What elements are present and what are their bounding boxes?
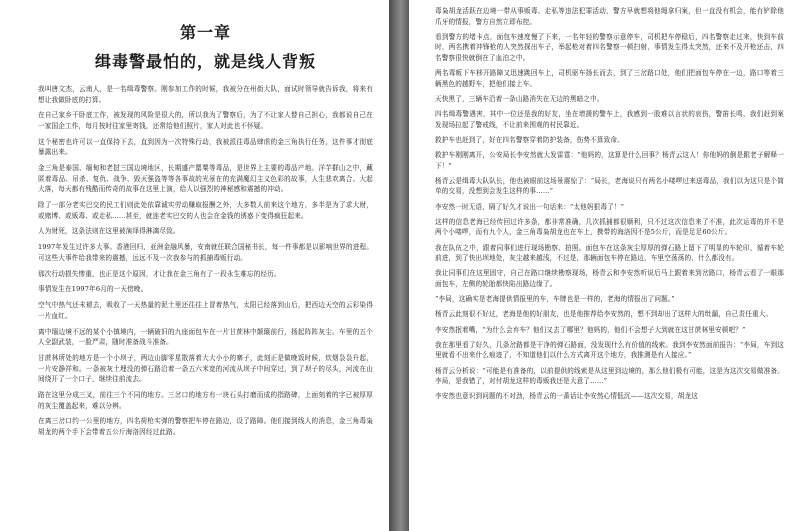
left-page [0,0,389,531]
paragraph: 杨青云此刻很不好过，老海是他的好朋友，也是他推荐给李安然的，想不到却出了这样大的纰漏，自己责任重大。 [435,310,773,319]
paragraph: 我叫唐文杰，云南人，是一名缉毒警察。刚参加工作的时候，我被分在州街大队，面试时领导就告诉我，将来有想让我做卧底的打算。 [38,85,373,104]
paragraph: 天快黑了，三辆车沿着一条山路消失在无边的黑暗之中。 [435,94,604,103]
paragraph: 在离三岔口约一公里的地方，四名荷枪实弹的警察把车停在路边，设了路障。他们接到线人的消息，金三角毒枭胡龙的两个手下会带着五公斤海洛因经过此路。 [38,417,373,436]
paragraph: 四名缉毒警遇害，其中一位还是我的好友，坐在增援的警车上，我感到一股难以言状的哀伤，警笛长鸣，我们赶到案发现场拉起了警戒线，不让前来围观的村民靠近。 [435,110,784,129]
paragraph: 我让同事们在这里固守，自己在路口继续勘察现场，杨青云和李安然听说后马上跟着来到岔路口，杨青云看了一眼那面包车，左侧的轮胎都快陷出路边缘了。 [435,269,784,288]
paragraph: 两名毒贩下车移开路障又迅速跳回车上，司机驱车扬长而去，到了三岔路口处，他们把面包车停在一边，路口等着三辆黑色的越野车，把他们接上车。 [435,69,784,88]
paragraph: 救护车也赶到了，好在四名警察穿着防护装备，伤势不算致命。 [435,135,624,144]
paragraph: 杨青云分析说：“可能是有准备的，以前提供的线索是从这里到边境的，那么他们极有可能，这是为这次交易做准备。李局，是我错了，对付胡龙这样的毒贩我还是大意了……” [435,366,784,386]
right-body [435,6,784,402]
paragraph: 空气中热气还未褪去，吸收了一天热量的泥土里还往往上冒着热气，太阳已经落到山后，把西边天空的云彩染得一片血红。 [38,301,373,320]
paragraph: 救护车刚刚离开，公安局长李安然就大发雷霆：“他妈的，这算是什么回事？杨青云这人！你他妈的倒是跟老子解释一下！” [435,151,784,170]
chapter-heading: 第一章 [179,23,231,42]
paragraph: 金三角是泰国、缅甸和老挝三国边境地区，长期盛产罂粟等毒品，是世界上主要的毒品产地。洋芋群山之中，藏匿着毒品、吊杀、复仇、战争、毁灭强盗等等各事故的光景在的充满魔幻主义色彩的故事，人生悲欢离合、大起大落，每天都有残酷而传奇的故事在这里上演，给人以强烈的神秘感和震撼的冲动。 [38,164,373,194]
paragraph: “李局，这确实是老海提供情报里的车，车牌也是一样的，老海的情报出了问题。” [435,295,675,304]
paragraph: 离中缅边境不远的某个小镇境内，一辆破旧的九座面包车在一片甘蔗林中颠簸前行，扬起阵阵灰尘。车里的五个人全副武装，一脸严肃，随时准备战斗准备。 [38,327,373,347]
paragraph: 这个秘密也许可以一直保持下去，直到因为一次特殊行动，我被派往毒品肆虐的金三角执行任务，这件事才彻底暴露出来。 [38,137,373,157]
paragraph: 看到警方的堵卡点，面包车速度慢了下来，一名年轻的警察示意停车，司机把车停稳后，四名警察走过来，快到车前时，两名携着冲锋枪的人突然探出车子，举起枪对着四名警察一顿扫射，事情发生得太突然，还来不及开枪还击，四名警察很快就倒在了血泊之中。 [435,32,784,62]
paragraph: 人为财死，这条法则在这里被演绎得淋漓尽致。 [38,227,180,236]
left-body [38,84,373,437]
paragraph: 杨青云是缉毒大队队长，他也被眼前这场景震惊了：“局长，老海说只有两名小喽啰过来送毒品，我们以为这只是个简单的交易，没想到会发生这样的事……” [435,176,784,196]
right-page [409,0,798,531]
paragraph: 那次行动损失惨重，也正是这个原因，才让我在金三角有了一段永生难忘的经历。 [38,269,281,278]
chapter-title: 缉毒警最怕的，就是线人背叛 [94,52,316,71]
paragraph: 在自己家乡干卧底工作，被发现的风险是很大的，所以我为了警察后，为了不让家人替自己担心，我都说自己在一家国企工作，每月按时往家里寄钱，还常给他们照片，家人对此也不怀疑。 [38,111,373,130]
paragraph: 毒枭胡龙活跃在边境一带从事贩毒、走私等违法犯罪活动，警方早就想将他绳拿归案，但一直没有机会，能有铲除他爪牙的情报，警方自然立即布控。 [435,7,784,26]
paragraph: 我在队伍之中，跟着同事们进行现场勘察、拍照。面包车在这条灰尘厚厚的弹石路上留下了明显的车轮印，循着车轮前进，到了快出坝地处，灰尘越来越浅，不过是，那辆面包车停在路边，车里空荡荡的，什么都没有。 [435,243,784,263]
paragraph: 李安然也意识到问题的不对劲，杨青云的一番话让李安然心情低沉——这次交易，胡龙这 [435,392,699,401]
paragraph: 除了一部分老实巴交的民工们则此处依靠诚实劳动赚取报酬之外，大多数人前来这个地方，多半是为了求大财，或赌博、或贩毒、或走私……甚至，就连老实巴交的人也会在金钱的诱惑下变得疯狂起来。 [38,201,373,220]
paragraph: 这样的信息老海已经传回过许多条，都非常准确，几次抓捕都很顺利，只不过这次信息来了不准，此次运毒的并不是两个小喽啰，而有九个人，金三角毒枭胡龙也在车上，携带的海洛因不是5公斤，而是足足60公斤。 [435,217,784,237]
paragraph: 李安然抿着嘴，“为什么会弃车？他们又去了哪里？他妈的，他们不会想子大到就在这甘蔗林里安顿吧？” [435,325,746,334]
paragraph: 事情发生在1997年6月的一天傍晚。 [38,285,148,294]
paragraph: 1997年发生过许多大事。香港回归，亚洲金融风暴，安南就任联合国秘书长，每一件事都是以影响世界的进程。可这些大事件给我带来的震撼，远远不及一次我参与的抓捕毒贩行动。 [38,243,373,262]
paragraph: 李安然一时无语，隔了好久才说出一句话来：“太他妈狠毒了！” [435,202,625,211]
paragraph: 路在这里分成三叉，前往三个不同的地方。三岔口的地方有一块石头打磨而成的指路碑，上面刻着的字已被厚厚的灰尘覆盖起来，难以分辨。 [38,390,373,410]
paragraph: 我在那里看了好久，几条岔路都是干净的弹石路面，没发现什么有价值的线索。我到李安然面前报告：“李局，车到这里就看不出来什么痕迹了，不知道他们以什么方式离开这个地方，我推测是有人接应。” [435,340,784,360]
paragraph: 甘蔗林所处的地方是一个小坝子，两边山脚零星散落着大大小小的寨子，此刻正是做晚饭时候，炊烟袅袅升起，一片安静祥和。一条被灰土埋没的弹石路沿着一条五六米宽的河流从坝子中间穿过，到了坝子的尽头，河流在山间绕开了一个口子，继续往前流去。 [38,353,373,384]
book-gutter [389,0,409,531]
